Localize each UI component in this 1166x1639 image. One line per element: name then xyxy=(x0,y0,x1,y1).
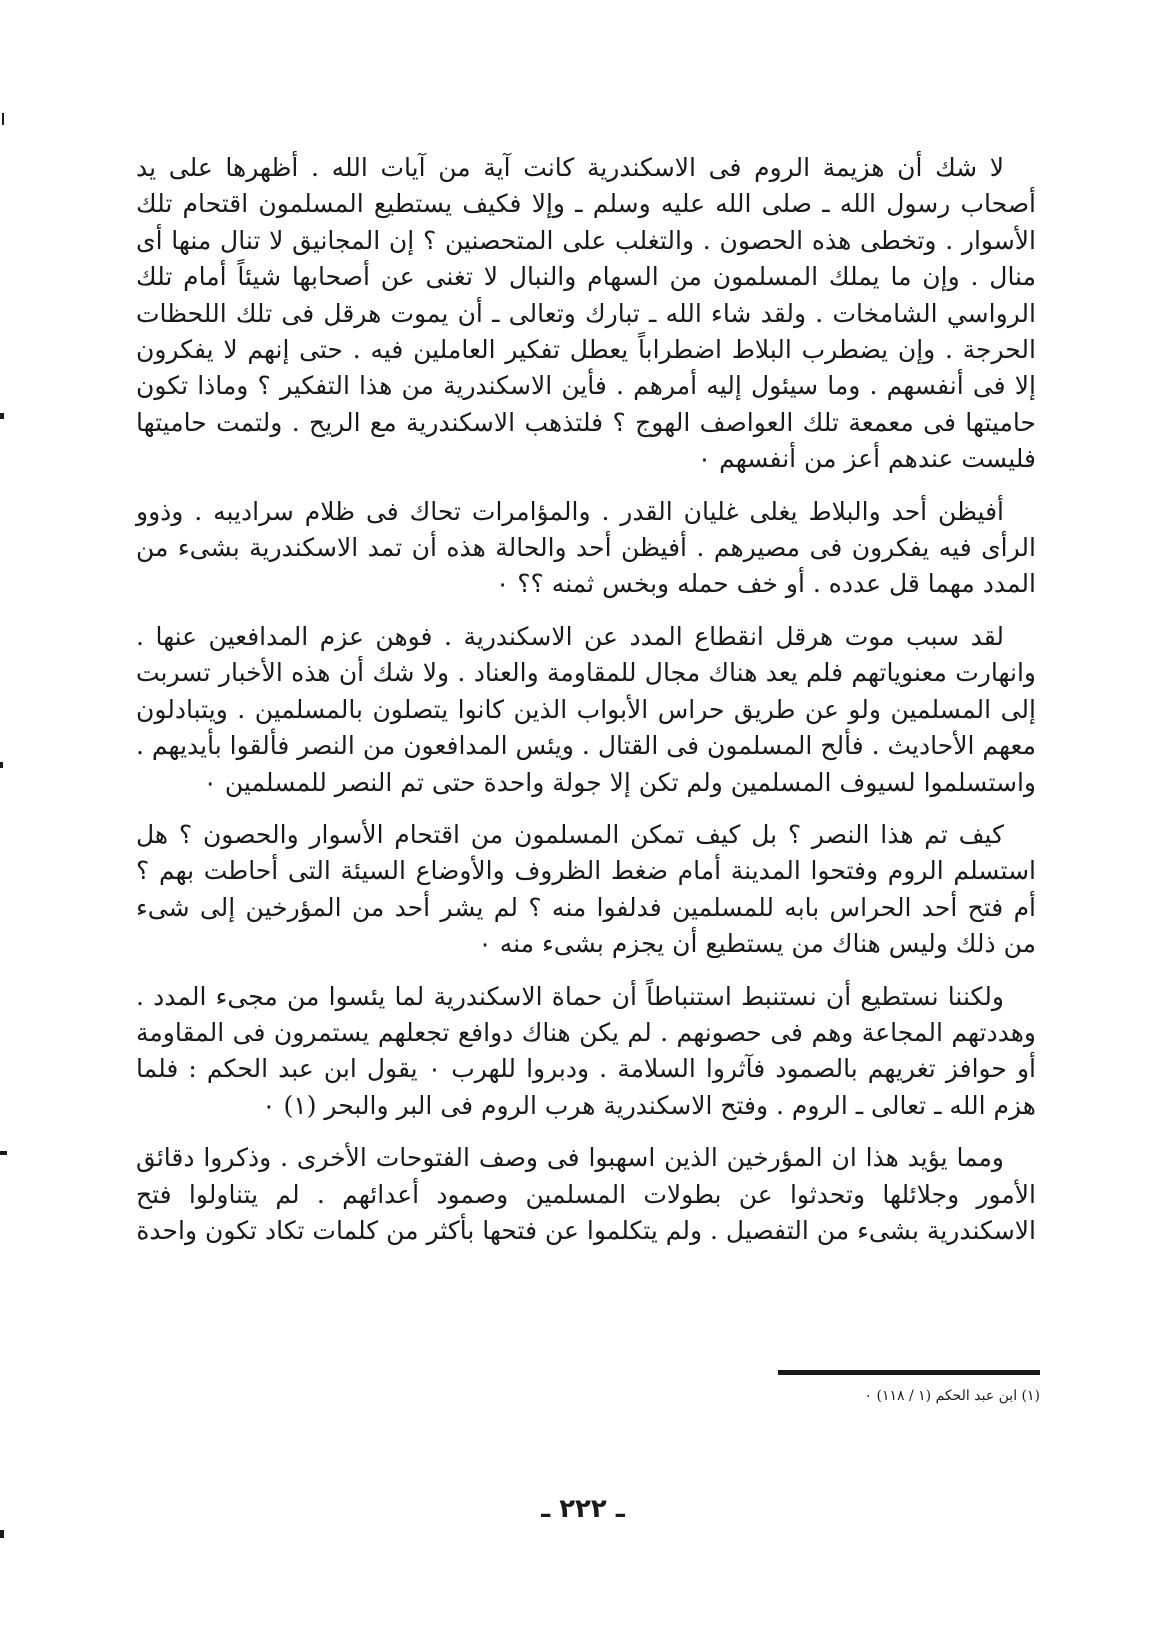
paragraph-1: لا شك أن هزيمة الروم فى الاسكندرية كانت آية من آيات الله . أظهرها على يد أصحاب رسول الله ـ صلى الله عليه وسلم ـ وإلا فكيف يستطيع المسلمون اقتحام تلك الأسوار . وتخطى هذه الحصون . والتغلب على المتحصنين ؟ إن المجانيق لا تنال منها أى منال . وإن ما يملك المسلمون من السهام والنبال لا تغنى عن أصحابها شيئاً أمام تلك الرواسي الشامخات . ولقد شاء الله ـ تبارك وتعالى ـ أن يموت هرقل فى تلك اللحظات الحرجة . وإن يضطرب البلاط اضطراباً يعطل تفكير العاملين فيه . حتى إنهم لا يفكرون إلا فى أنفسهم . وما سيئول إليه أمرهم . فأين الاسكندرية من هذا التفكير ؟ وماذا تكون حاميتها فى معمعة تلك العواصف الهوج ؟ فلتذهب الاسكندرية مع الريح . ولتمت حاميتها فليست عندهم أعز من أنفسهم ٠ xyxy=(136,153,1036,474)
paragraph-3: لقد سبب موت هرقل انقطاع المدد عن الاسكندرية . فوهن عزم المدافعين عنها . وانهارت معنوياتهم فلم يعد هناك مجال للمقاومة والعناد . ولا شك أن هذه الأخبار تسربت إلى المسلمين ولو عن طريق حراس الأبواب الذين كانوا يتصلون بالمسلمين . ويتبادلون معهم الأحاديث . فألح المسلمون فى القتال . ويئس المدافعون من النصر فألقوا بأيديهم . واستسلموا لسيوف المسلمين ولم تكن إلا جولة واحدة حتى تم النصر للمسلمين ٠ xyxy=(136,621,1036,797)
paragraph-2: أفيظن أحد والبلاط يغلى غليان القدر . والمؤامرات تحاك فى ظلام سراديبه . وذوو الرأى فيه يفكرون فى مصيرهم . أفيظن أحد والحالة هذه أن تمد الاسكندرية بشىء من المدد مهما قل عدده . أو خف حمله وبخس ثمنه ؟؟ ٠ xyxy=(136,496,1036,599)
scan-mark xyxy=(0,762,3,768)
paragraph-5: ولكننا نستطيع أن نستنبط استنباطاً أن حماة الاسكندرية لما يئسوا من مجىء المدد . وهددتهم المجاعة وهم فى حصونهم . لم يكن هناك دوافع تجعلهم يستمرون فى المقاومة أو حوافز تغريهم بالصمود فآثروا السلامة . ودبروا للهرب ٠ يقول ابن عبد الحكم : فلما هزم الله ـ تعالى ـ الروم . وفتح الاسكندرية هرب الروم فى البر والبحر (١) ٠ xyxy=(136,981,1037,1120)
scan-mark xyxy=(2,113,4,125)
footnote: (١) ابن عبد الحكم (١ / ١١٨) ٠ xyxy=(864,1388,1040,1404)
paragraph-4: كيف تم هذا النصر ؟ بل كيف تمكن المسلمون من اقتحام الأسوار والحصون ؟ هل استسلم الروم وفتحوا المدينة أمام ضغط الظروف والأوضاع السيئة التى أحاطت بهم ؟ أم فتح أحد الحراس بابه للمسلمين فدلفوا منه ؟ لم يشر أحد من المؤرخين إلى شىء من ذلك وليس هناك من يستطيع أن يجزم بشىء منه ٠ xyxy=(136,819,1036,959)
body-text xyxy=(136,150,1036,1265)
paragraph-6: ومما يؤيد هذا ان المؤرخين الذين اسهبوا فى وصف الفتوحات الأخرى . وذكروا دقائق الأمور وجلائلها وتحدثوا عن بطولات المسلمين وصمود أعدائهم . لم يتناولوا فتح الاسكندرية بشىء من التفصيل . ولم يتكلموا عن فتحها بأكثر من كلمات تكاد تكون واحدة xyxy=(136,1143,1036,1245)
scan-mark xyxy=(0,1530,4,1538)
page-number: ـ ٢٢٢ ـ xyxy=(541,1494,625,1524)
scan-mark xyxy=(0,1151,7,1155)
footnote-divider xyxy=(778,1370,1040,1375)
scan-mark xyxy=(0,413,4,419)
